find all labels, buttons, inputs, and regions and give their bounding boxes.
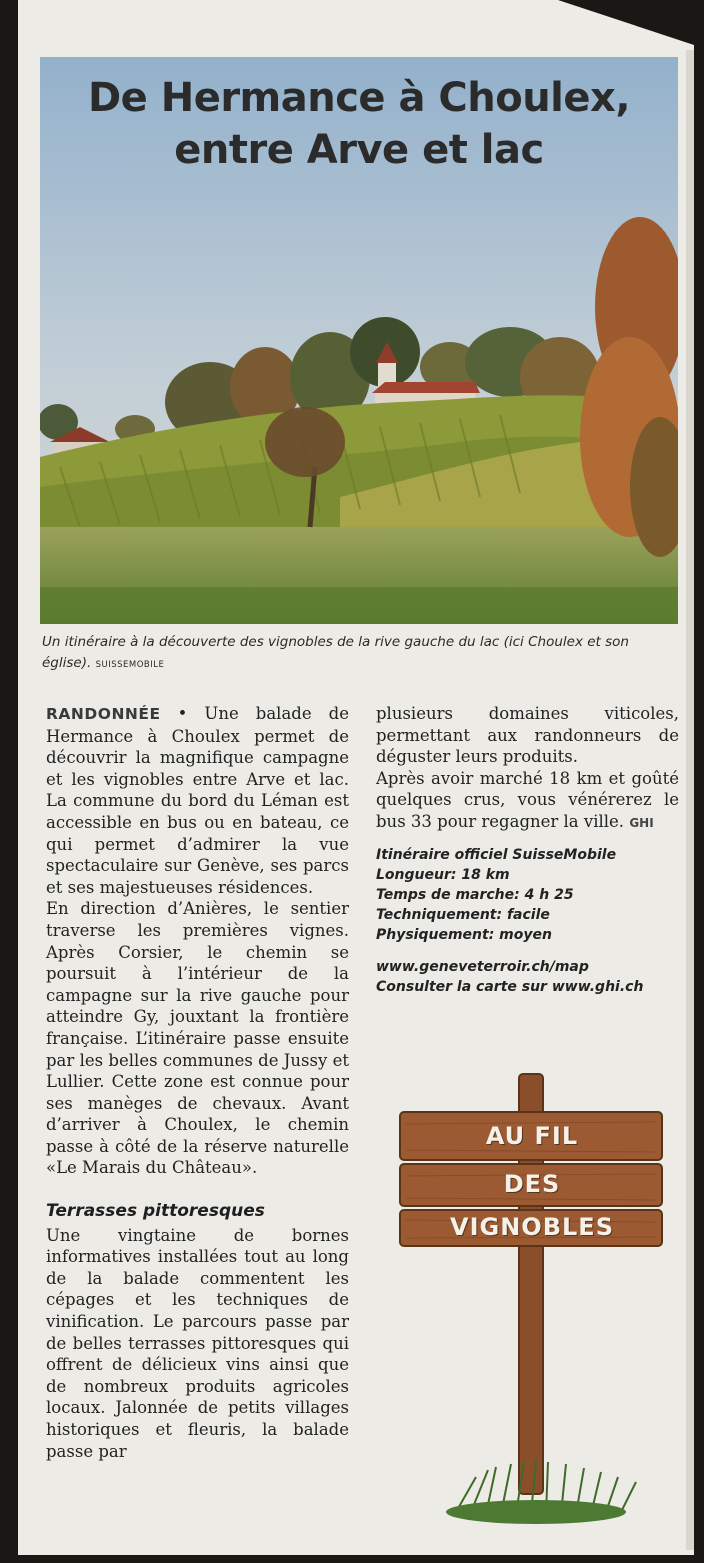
info-line-technical: Techniquement: facile xyxy=(376,906,550,923)
links-box xyxy=(376,957,679,997)
paragraph-3: Une vingtaine de bornes informatives installées tout au long de la balade commentent les cépages et les techniques de vinification. Le parcours passe par de belles terrasses pittoresques qui offrent de délicieux vins ainsi que de nombreux produits agricoles locaux. Jalonnée de petits villages historiques et fleuris, la balade passe par xyxy=(46,1225,349,1461)
column-left xyxy=(46,703,349,1462)
paragraph-intro xyxy=(46,703,349,898)
caption-credit: SUISSEMOBILE xyxy=(95,660,165,670)
paragraph-5: Après avoir marché 18 km et goûté quelques crus, vous vénérerez le bus 33 pour regagner la ville. xyxy=(376,768,679,831)
info-box xyxy=(376,845,679,945)
author-credit: GHI xyxy=(629,815,654,830)
paragraph-5-wrap xyxy=(376,768,679,835)
sign-line-3: VIGNOBLES xyxy=(450,1213,614,1241)
paragraph-1: Une balade de Hermance à Choulex permet de découvrir la magnifique campagne et les vignobles entre Arve et lac. La commune du bord du Léman est accessible en bus ou en bateau, ce qui permet d’admirer la vue spectaculaire sur Genève, ses parcs et ses majestueuses résidences. xyxy=(46,704,349,897)
headline-line-1: De Hermance à Choulex, xyxy=(87,75,631,121)
headline-line-2: entre Arve et lac xyxy=(174,127,544,173)
kicker-separator: • xyxy=(160,704,205,723)
paragraph-4: plusieurs domaines viticoles, permettant aux randonneurs de déguster leurs produits. xyxy=(376,704,679,767)
photo-caption xyxy=(42,632,642,676)
sign-line-2: DES xyxy=(503,1170,561,1198)
info-line-physical: Physiquement: moyen xyxy=(376,926,552,943)
info-line-time: Temps de marche: 4 h 25 xyxy=(376,886,574,903)
paper-edge xyxy=(686,50,694,1550)
link-ghi[interactable]: Consulter la carte sur www.ghi.ch xyxy=(376,978,644,995)
paragraph-2: En direction d’Anières, le sentier traverse les premières vignes. Après Corsier, le chemin se poursuit à l’intérieur de la campagne sur la rive gauche pour atteindre Gy, jouxtant la frontière française. L’itinéraire passe ensuite par les belles communes de Jussy et Lullier. Cette zone est connue pour ses manèges de chevaux. Avant d’arriver à Choulex, le chemin passe à côté de la réserve naturelle «Le Marais du Château». xyxy=(46,899,349,1178)
info-line-length: Longueur: 18 km xyxy=(376,866,510,883)
caption-text: Un itinéraire à la découverte des vignobles de la rive gauche du lac (ici Choulex et son église). xyxy=(42,634,629,671)
link-geneveterroir[interactable]: www.geneveterroir.ch/map xyxy=(376,958,589,975)
info-line-route: Itinéraire officiel SuisseMobile xyxy=(376,846,617,863)
kicker: RANDONNÉE xyxy=(46,705,161,723)
sign-line-1: AU FIL xyxy=(485,1122,579,1150)
column-right xyxy=(376,703,679,997)
wooden-signpost-illustration xyxy=(396,1072,668,1532)
subhead: Terrasses pittoresques xyxy=(46,1201,265,1222)
headline xyxy=(40,72,678,176)
